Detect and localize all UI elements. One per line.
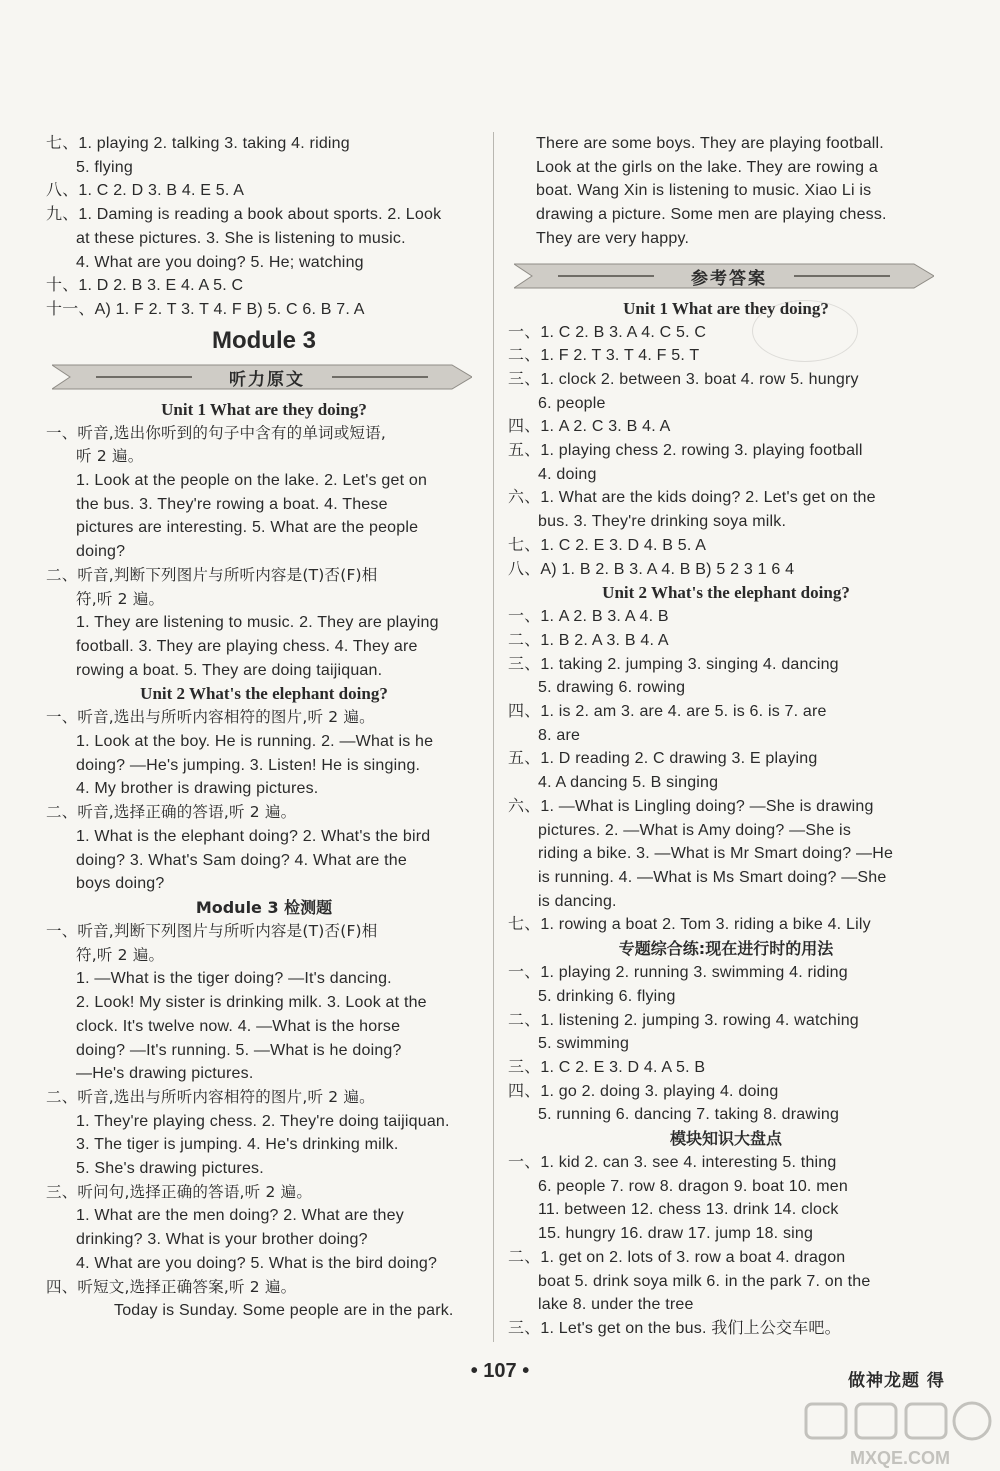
- answer-line: is running. 4. —What is Ms Smart doing? —She: [538, 868, 887, 886]
- answer-line: 二、1. B 2. A 3. B 4. A: [508, 631, 669, 649]
- transcript-line: 1. They are listening to music. 2. They are playing: [76, 614, 439, 632]
- module-review-answers: [508, 1151, 944, 1341]
- watermark-text: MXQE.COM: [849, 1448, 951, 1468]
- transcript-line: 4. What are you doing? 5. What is the bird doing?: [76, 1254, 438, 1272]
- answer-line: 五、1. D reading 2. C drawing 3. E playing: [508, 750, 818, 768]
- footer-brand: 做神龙题 得: [848, 1371, 945, 1391]
- answer-line: 11. between 12. chess 13. drink 14. clock: [538, 1201, 839, 1219]
- transcript-line: Look at the girls on the lake. They are rowing a: [536, 158, 878, 176]
- question-heading: 二、听音,选择正确的答语,听 2 遍。: [46, 803, 297, 822]
- question-heading: 一、听音,判断下列图片与所听内容是(T)否(F)相: [46, 921, 378, 940]
- answer-line: 一、1. A 2. B 3. A 4. B: [508, 608, 669, 626]
- transcript-line: Today is Sunday. Some people are in the park.: [114, 1302, 454, 1320]
- answer-line: 七、1. playing 2. talking 3. taking 4. riding: [46, 135, 350, 152]
- transcript-line: rowing a boat. 5. They are doing taijiquan.: [76, 661, 383, 679]
- answer-line: 5. running 6. dancing 7. taking 8. drawing: [538, 1106, 840, 1124]
- answer-line: 二、1. get on 2. lots of 3. row a boat 4. dragon: [508, 1248, 846, 1266]
- answer-line: 4. doing: [538, 465, 597, 483]
- transcript-line: 1. What are the men doing? 2. What are they: [76, 1207, 404, 1225]
- answer-line: 三、1. Let's get on the bus. 我们上公交车吧。: [508, 1319, 841, 1337]
- answer-line: 15. hungry 16. draw 17. jump 18. sing: [538, 1225, 814, 1243]
- transcript-line: boys doing?: [76, 875, 165, 893]
- answer-line: 八、1. C 2. D 3. B 4. E 5. A: [46, 182, 245, 200]
- answer-line: 4. What are you doing? 5. He; watching: [76, 253, 364, 271]
- unit2-answers: [508, 605, 944, 937]
- section-banner-listening: [52, 362, 482, 392]
- left-top-answers: [46, 132, 482, 322]
- transcript-line: 1. They're playing chess. 2. They're doing taijiquan.: [76, 1112, 450, 1130]
- transcript-line: 1. —What is the tiger doing? —It's dancing.: [76, 970, 392, 988]
- section-banner-answers: [514, 261, 944, 291]
- answer-line: 十、1. D 2. B 3. E 4. A 5. C: [46, 277, 244, 295]
- question-heading: 三、听问句,选择正确的答语,听 2 遍。: [46, 1182, 313, 1201]
- unit2-transcript: [46, 706, 482, 896]
- answer-line: 七、1. rowing a boat 2. Tom 3. riding a bike 4. Lily: [508, 916, 871, 934]
- answer-line: boat 5. drink soya milk 6. in the park 7. on the: [538, 1272, 871, 1290]
- test-title: Module 3 检测题: [195, 897, 333, 917]
- answer-line: 二、1. F 2. T 3. T 4. F 5. T: [508, 347, 700, 365]
- transcript-line: clock. It's twelve now. 4. —What is the horse: [76, 1017, 401, 1035]
- question-heading: 一、听音,选出你听到的句子中含有的单词或短语,: [46, 423, 386, 442]
- transcript-line: drinking? 3. What is your brother doing?: [76, 1231, 368, 1249]
- answer-line: 六、1. —What is Lingling doing? —She is drawing: [508, 797, 874, 815]
- answer-line: 4. A dancing 5. B singing: [538, 774, 719, 792]
- answer-line: 八、A) 1. B 2. B 3. A 4. B B) 5 2 3 1 6 4: [508, 560, 795, 578]
- transcript-line: 1. What is the elephant doing? 2. What's the bird: [76, 827, 431, 845]
- passage-continuation: [508, 132, 944, 251]
- answer-line: 二、1. listening 2. jumping 3. rowing 4. watching: [508, 1011, 859, 1029]
- question-heading: 符,听 2 遍。: [76, 589, 165, 608]
- question-heading: 一、听音,选出与所听内容相符的图片,听 2 遍。: [46, 708, 375, 727]
- transcript-line: pictures are interesting. 5. What are the people: [76, 519, 419, 537]
- answer-line: 四、1. is 2. am 3. are 4. are 5. is 6. is 7. are: [508, 703, 827, 721]
- transcript-line: They are very happy.: [536, 229, 690, 247]
- transcript-line: 1. Look at the boy. He is running. 2. —What is he: [76, 733, 434, 751]
- transcript-line: 4. My brother is drawing pictures.: [76, 780, 319, 798]
- answer-line: 六、1. What are the kids doing? 2. Let's get on the: [508, 489, 876, 507]
- right-column: [508, 132, 944, 1341]
- transcript-line: doing?: [76, 543, 126, 561]
- module-title: Module 3: [211, 326, 316, 354]
- question-heading: 二、听音,判断下列图片与所听内容是(T)否(F)相: [46, 565, 378, 584]
- answer-line: 五、1. playing chess 2. rowing 3. playing football: [508, 442, 863, 460]
- answer-line: 一、1. C 2. B 3. A 4. C 5. C: [508, 323, 707, 341]
- unit1-answers: [508, 321, 944, 582]
- transcript-line: doing? 3. What's Sam doing? 4. What are the: [76, 851, 407, 869]
- transcript-line: doing? —It's running. 5. —What is he doing?: [76, 1041, 402, 1059]
- transcript-line: drawing a picture. Some men are playing chess.: [536, 206, 887, 224]
- banner-label: 听力原文: [229, 369, 305, 390]
- answer-line: is dancing.: [538, 892, 617, 910]
- question-heading: 听 2 遍。: [76, 447, 144, 466]
- answer-line: pictures. 2. —What is Amy doing? —She is: [538, 821, 852, 839]
- answer-line: 三、1. clock 2. between 3. boat 4. row 5. hungry: [508, 370, 859, 388]
- answer-line: 四、1. go 2. doing 3. playing 4. doing: [508, 1082, 779, 1100]
- answer-line: lake 8. under the tree: [538, 1296, 694, 1314]
- question-heading: 二、听音,选出与所听内容相符的图片,听 2 遍。: [46, 1087, 375, 1106]
- faint-stamp-mark: [752, 300, 858, 362]
- answer-line: at these pictures. 3. She is listening to music.: [76, 229, 406, 247]
- banner-label: 参考答案: [691, 268, 767, 289]
- unit1-transcript: [46, 422, 482, 683]
- special-practice-answers: [508, 961, 944, 1127]
- question-heading: 四、听短文,选择正确答案,听 2 遍。: [46, 1277, 297, 1296]
- unit-title: Unit 2 What's the elephant doing?: [140, 684, 388, 704]
- answer-line: bus. 3. They're drinking soya milk.: [538, 513, 787, 531]
- column-divider: [493, 132, 494, 1342]
- test-transcript: [46, 920, 482, 1323]
- unit-title: Unit 1 What are they doing?: [623, 298, 829, 318]
- special-practice-title: 专题综合练:现在进行时的用法: [618, 939, 834, 959]
- left-column: [46, 132, 482, 1323]
- answer-line: 一、1. kid 2. can 3. see 4. interesting 5. thing: [508, 1154, 837, 1172]
- transcript-line: 3. The tiger is jumping. 4. He's drinking milk.: [76, 1136, 399, 1154]
- answer-line: 6. people 7. row 8. dragon 9. boat 10. men: [538, 1177, 848, 1195]
- transcript-line: —He's drawing pictures.: [76, 1065, 254, 1083]
- answer-line: 一、1. playing 2. running 3. swimming 4. riding: [508, 964, 848, 982]
- unit-title: Unit 1 What are they doing?: [161, 399, 367, 419]
- answer-line: 四、1. A 2. C 3. B 4. A: [508, 418, 671, 436]
- answer-line: 九、1. Daming is reading a book about sports. 2. Look: [46, 206, 442, 224]
- transcript-line: the bus. 3. They're rowing a boat. 4. These: [76, 495, 388, 513]
- answer-line: 5. flying: [76, 158, 133, 176]
- unit-title: Unit 2 What's the elephant doing?: [602, 583, 850, 603]
- answer-line: 6. people: [538, 394, 606, 412]
- question-heading: 符,听 2 遍。: [76, 945, 165, 964]
- transcript-line: 5. She's drawing pictures.: [76, 1160, 264, 1178]
- watermark-logo: [800, 1398, 1000, 1471]
- answer-line: 5. drinking 6. flying: [538, 987, 676, 1005]
- answer-line: riding a bike. 3. —What is Mr Smart doing? —He: [538, 845, 894, 863]
- answer-line: 三、1. taking 2. jumping 3. singing 4. dancing: [508, 655, 839, 673]
- transcript-line: doing? —He's jumping. 3. Listen! He is singing.: [76, 756, 421, 774]
- transcript-line: There are some boys. They are playing football.: [536, 135, 884, 152]
- answer-line: 十一、A) 1. F 2. T 3. T 4. F B) 5. C 6. B 7. A: [46, 300, 365, 318]
- answer-line: 三、1. C 2. E 3. D 4. A 5. B: [508, 1058, 706, 1076]
- transcript-line: football. 3. They are playing chess. 4. They are: [76, 637, 418, 655]
- transcript-line: 1. Look at the people on the lake. 2. Let's get on: [76, 472, 428, 490]
- transcript-line: 2. Look! My sister is drinking milk. 3. Look at the: [76, 994, 427, 1012]
- module-review-title: 模块知识大盘点: [669, 1129, 782, 1149]
- answer-line: 8. are: [538, 726, 581, 744]
- transcript-line: boat. Wang Xin is listening to music. Xiao Li is: [536, 182, 872, 200]
- answer-line: 5. drawing 6. rowing: [538, 679, 686, 697]
- answer-line: 5. swimming: [538, 1035, 630, 1053]
- page-number: • 107 •: [470, 1360, 530, 1382]
- answer-line: 七、1. C 2. E 3. D 4. B 5. A: [508, 536, 707, 554]
